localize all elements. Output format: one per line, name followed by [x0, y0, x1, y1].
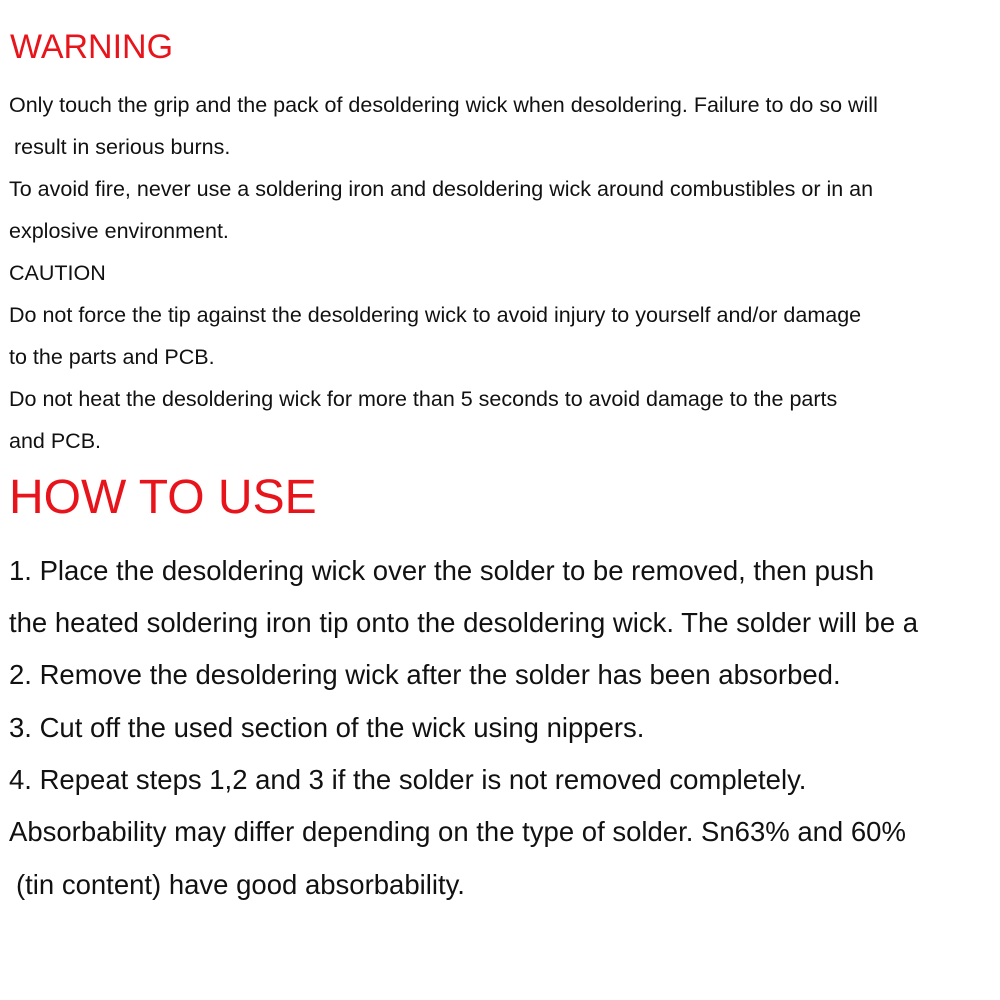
- warning-line-3: To avoid fire, never use a soldering iron and desoldering wick around combustibles or in an: [9, 177, 874, 201]
- caution-line-1: Do not force the tip against the desoldering wick to avoid injury to yourself and/or damage: [9, 303, 862, 327]
- warning-line-1: Only touch the grip and the pack of desoldering wick when desoldering. Failure to do so will: [9, 93, 878, 117]
- how-to-use-line-1: 1. Place the desoldering wick over the solder to be removed, then push: [9, 555, 875, 586]
- how-to-use-line-3: 2. Remove the desoldering wick after the solder has been absorbed.: [9, 659, 841, 690]
- how-to-use-line-2: the heated soldering iron tip onto the desoldering wick. The solder will be a: [9, 607, 919, 638]
- caution-heading: CAUTION: [9, 261, 106, 285]
- how-to-use-line-6: Absorbability may differ depending on the type of solder. Sn63% and 60%: [9, 816, 906, 847]
- how-to-use-line-4: 3. Cut off the used section of the wick using nippers.: [9, 712, 645, 743]
- how-to-use-line-5: 4. Repeat steps 1,2 and 3 if the solder is not removed completely.: [9, 764, 807, 795]
- caution-line-3: Do not heat the desoldering wick for more than 5 seconds to avoid damage to the parts: [9, 387, 838, 411]
- caution-line-2: to the parts and PCB.: [9, 345, 215, 369]
- how-to-use-line-7: (tin content) have good absorbability.: [16, 869, 465, 900]
- warning-heading: WARNING: [10, 28, 174, 66]
- warning-line-4: explosive environment.: [9, 219, 229, 243]
- warning-line-2: result in serious burns.: [14, 135, 231, 159]
- caution-line-4: and PCB.: [9, 429, 102, 453]
- how-to-use-heading: HOW TO USE: [9, 471, 317, 524]
